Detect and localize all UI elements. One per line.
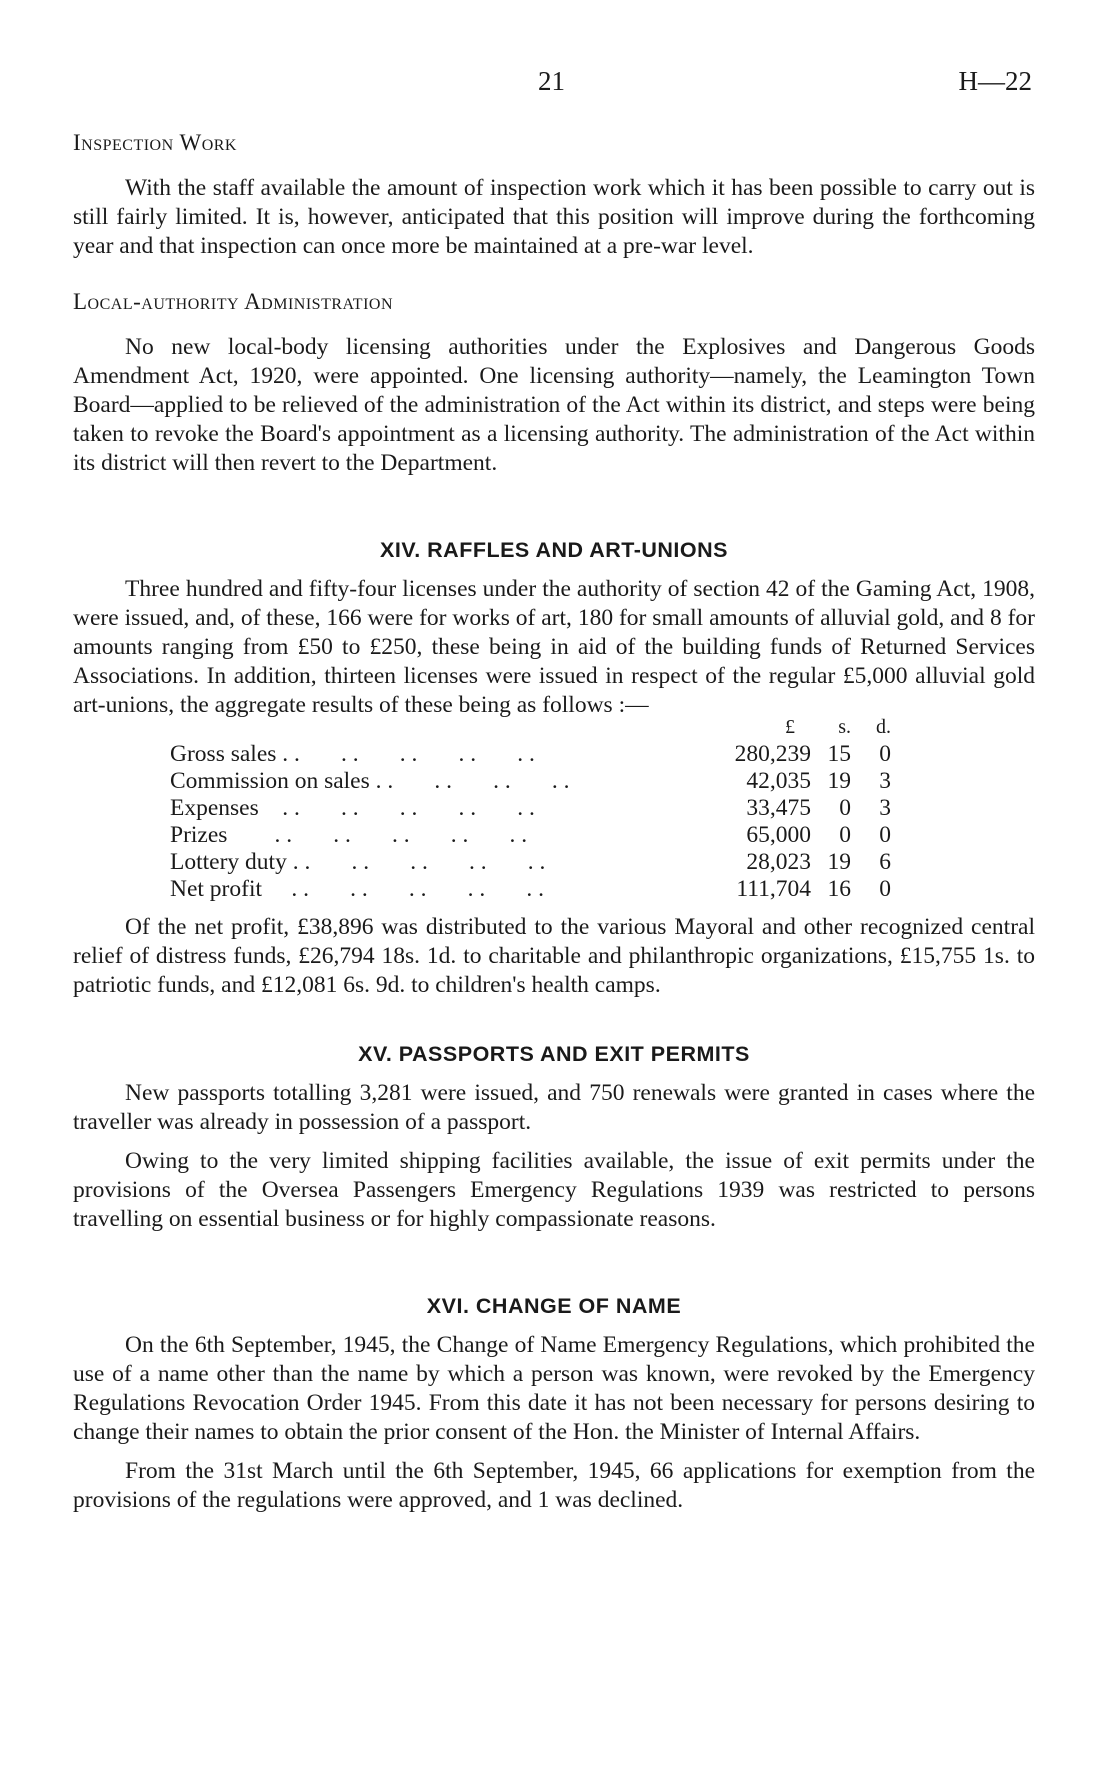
inspection-paragraph: With the staff available the amount of inspection work which it has been possible to carry out is still fairly limited. It is, however, anticipated that this position will improve during the forthcoming year and that inspection can once more be maintained at a pre-war level. — [73, 175, 1035, 259]
change-of-name-paragraph-2: From the 31st March until the 6th September, 1945, 66 applications for exemption from the provisions of the regulations were approved, and 1 was declined. — [73, 1458, 1035, 1513]
local-authority-heading: Local-authority Administration — [73, 289, 394, 314]
shillings-value: 0 — [839, 795, 851, 821]
shillings-value: 19 — [827, 768, 851, 794]
row-label: Gross sales — [170, 741, 277, 767]
pence-value: 0 — [879, 876, 891, 902]
pence-value: 0 — [879, 822, 891, 848]
raffles-paragraph-2: Of the net profit, £38,896 was distributed to the various Mayoral and other recognized central relief of distress funds, £26,794 18s. 1d. to charitable and philanthropic organizations, £15,755 1s. to patriotic funds, and £12,081 6s. 9d. to children's health camps. — [73, 914, 1035, 998]
row-label: Prizes — [170, 822, 228, 848]
pounds-value: 280,239 — [734, 741, 811, 767]
passports-paragraph-2: Owing to the very limited shipping facilities available, the issue of exit permits under the provisions of the Oversea Passengers Emergency Regulations 1939 was restricted to persons travelling on essential business or for highly compassionate reasons. — [73, 1148, 1035, 1232]
dot-leader: . . . . . . . . . . — [276, 741, 535, 767]
pounds-value: 42,035 — [746, 768, 811, 794]
change-of-name-paragraph-1: On the 6th September, 1945, the Change of Name Emergency Regulations, which prohibited the use of a name other than the name by which a person was known, were revoked by the Emergency Regulations Revocation Order 1945. From this date it has not been necessary for persons desiring to change their names to obtain the prior consent of the Hon. the Minister of Internal Affairs. — [73, 1332, 1035, 1445]
pence-value: 3 — [879, 768, 891, 794]
pence-value: 0 — [879, 741, 891, 767]
page-body — [73, 130, 1035, 1515]
passports-section — [73, 1042, 1035, 1234]
inspection-heading: Inspection Work — [73, 130, 237, 155]
results-row — [170, 741, 891, 768]
shillings-value: 15 — [827, 741, 851, 767]
change-of-name-title: XVI. CHANGE OF NAME — [426, 1294, 682, 1318]
raffles-paragraph-1: Three hundred and fifty-four licenses under the authority of section 42 of the Gaming Act, 1908, were issued, and, of these, 166 were for works of art, 180 for small amounts of alluvial gold, and 8 for amounts ranging from £50 to £250, these being in aid of the building funds of Returned Services Associations. In addition, thirteen licenses were issued in respect of the regular £5,000 alluvial gold art-unions, the aggregate results of these being as follows :— — [73, 576, 1035, 718]
local-authority-paragraph: No new local-body licensing authorities under the Explosives and Dangerous Goods Amendment Act, 1920, were appointed. One licensing authority—namely, the Leamington Town Board—applied to be relieved of the administration of the Act within its district, and steps were being taken to revoke the Board's appointment as a licensing authority. The administration of the Act within its district will then revert to the Department. — [73, 334, 1035, 476]
raffles-title: XIV. RAFFLES AND ART-UNIONS — [380, 538, 728, 562]
dot-leader: . . . . . . . . . . — [227, 822, 528, 848]
results-row — [170, 849, 891, 876]
local-authority-section — [73, 289, 1035, 478]
shillings-column-header: s. — [838, 716, 851, 738]
pounds-value: 65,000 — [746, 822, 811, 848]
results-row — [170, 768, 891, 795]
results-row — [170, 795, 891, 822]
dot-leader: . . . . . . . . . . — [258, 795, 535, 821]
pounds-value: 28,023 — [746, 849, 811, 875]
pence-column-header: d. — [876, 716, 891, 738]
inspection-section — [73, 130, 1035, 261]
row-label: Lottery duty — [170, 849, 287, 875]
document-code: H—22 — [958, 66, 1032, 96]
pounds-column-header: £ — [785, 716, 795, 738]
pounds-value: 111,704 — [736, 876, 811, 902]
passports-title: XV. PASSPORTS AND EXIT PERMITS — [358, 1042, 750, 1066]
page-header — [0, 66, 1114, 106]
dot-leader: . . . . . . . . . . — [262, 876, 545, 902]
row-label: Net profit — [170, 876, 263, 902]
art-union-results-table — [170, 714, 891, 903]
shillings-value: 19 — [827, 849, 851, 875]
dot-leader: . . . . . . . . . . — [286, 849, 546, 875]
results-row — [170, 822, 891, 849]
row-label: Commission on sales — [170, 768, 370, 794]
dot-leader: . . . . . . . . — [369, 768, 570, 794]
raffles-section — [73, 538, 1035, 1000]
change-of-name-section — [73, 1294, 1035, 1515]
pence-value: 6 — [879, 849, 891, 875]
pence-value: 3 — [879, 795, 891, 821]
results-row — [170, 876, 891, 903]
shillings-value: 0 — [839, 822, 851, 848]
page-number: 21 — [538, 66, 565, 96]
pounds-value: 33,475 — [746, 795, 811, 821]
row-label: Expenses — [170, 795, 259, 821]
passports-paragraph-1: New passports totalling 3,281 were issued, and 750 renewals were granted in cases where the traveller was already in possession of a passport. — [73, 1080, 1035, 1135]
shillings-value: 16 — [827, 876, 851, 902]
